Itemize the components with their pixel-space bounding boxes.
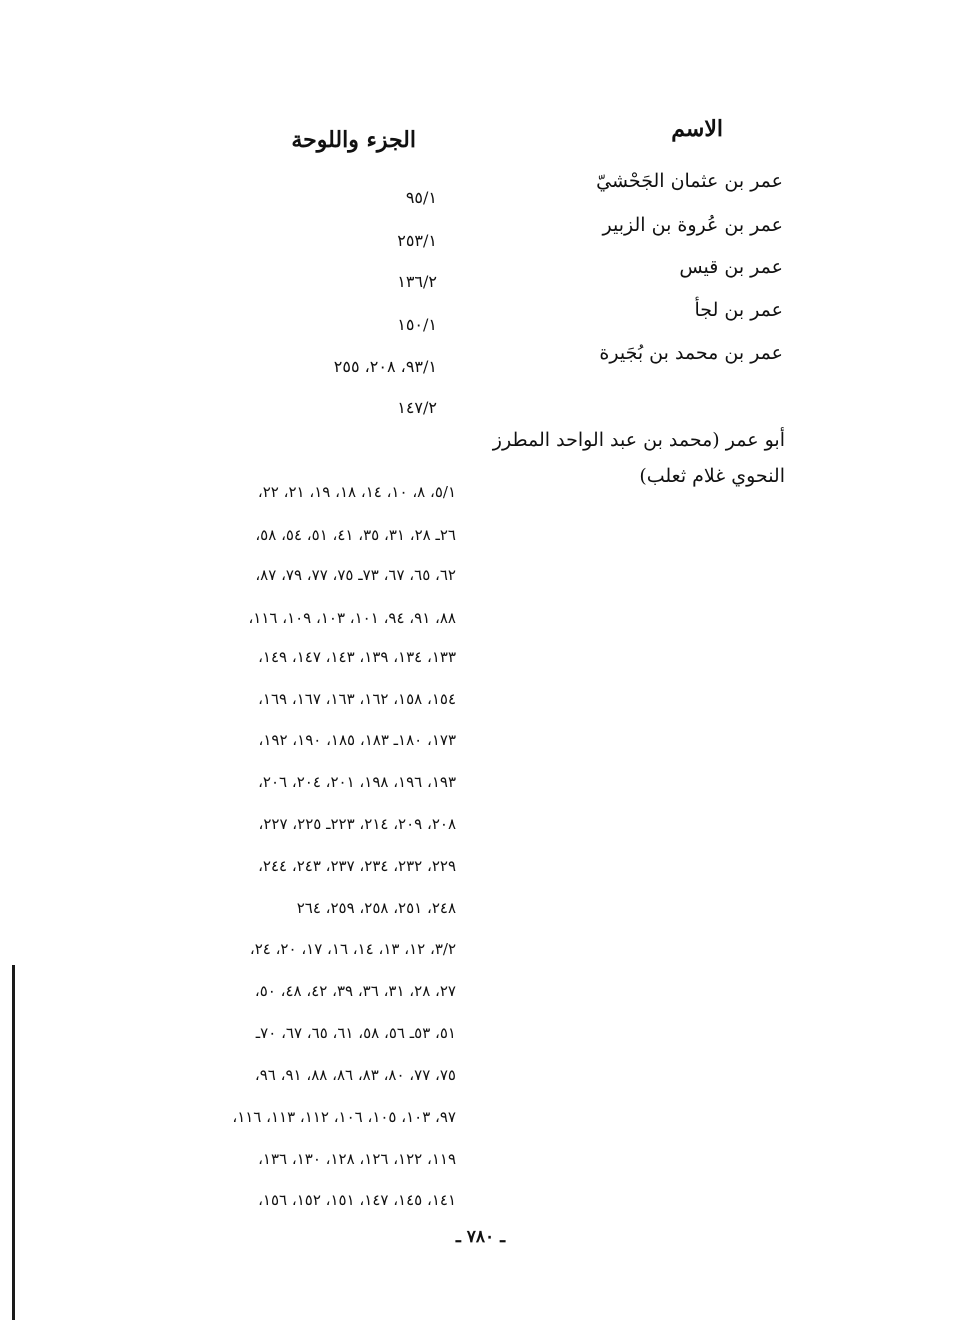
ref-line: ١١٩، ١٢٢، ١٢٦، ١٢٨، ١٣٠، ١٣٦،: [258, 1150, 456, 1168]
ref-line: ٢٤٨، ٢٥١، ٢٥٨، ٢٥٩، ٢٦٤: [296, 899, 456, 917]
ref-line: ١٧٣، ١٨٠ـ ١٨٣، ١٨٥، ١٩٠، ١٩٢،: [258, 731, 456, 749]
ref-line: ٦٢، ٦٥، ٦٧، ٧٣ـ ٧٥، ٧٧، ٧٩، ٨٧،: [255, 566, 456, 584]
ref-line: ٩٧، ١٠٣، ١٠٥، ١٠٦، ١١٢، ١١٣، ١١٦،: [232, 1108, 456, 1126]
ref-line: ٧٥، ٧٧، ٨٠، ٨٣، ٨٦، ٨٨، ٩١، ٩٦،: [254, 1066, 456, 1084]
entry-ref: ٩٥/١: [405, 188, 437, 207]
ref-line: ١٣٣، ١٣٤، ١٣٩، ١٤٣، ١٤٧، ١٤٩،: [258, 648, 456, 666]
entry-ref: ١٣٦/٢: [397, 272, 437, 291]
column-header-volume-plate: الجزء واللوحة: [291, 127, 416, 153]
entry-name: عمر بن قيس: [679, 256, 783, 278]
ref-line: ٣/٢، ١٢، ١٣، ١٤، ١٦، ١٧، ٢٠، ٢٤،: [249, 940, 456, 958]
ref-line: ١٩٣، ١٩٦، ١٩٨، ٢٠١، ٢٠٤، ٢٠٦،: [258, 773, 456, 791]
scan-edge-line: [12, 965, 15, 1320]
entry-ref: ١٤٧/٢: [397, 398, 437, 417]
ref-line: ٥١، ٥٣ـ ٥٦، ٥٨، ٦١، ٦٥، ٦٧، ٧٠ـ: [255, 1024, 456, 1042]
page-number: ـ ٧٨٠ ـ: [455, 1227, 506, 1247]
entry-ref: ٩٣/١، ٢٠٨، ٢٥٥: [333, 357, 437, 376]
entry-name: عمر بن محمد بن بُجَيرة: [599, 342, 783, 364]
ref-line: ٨٨، ٩١، ٩٤، ١٠١، ١٠٣، ١٠٩، ١١٦،: [248, 609, 456, 627]
ref-line: ٢٠٨، ٢٠٩، ٢١٤، ٢٢٣ـ ٢٢٥، ٢٢٧،: [258, 815, 456, 833]
entry-name: عمر بن لجأ: [694, 299, 783, 321]
column-header-name: الاسم: [671, 116, 723, 142]
ref-line: ٢٢٩، ٢٣٢، ٢٣٤، ٢٣٧، ٢٤٣، ٢٤٤،: [258, 857, 456, 875]
entry-ref: ١٥٠/١: [397, 315, 437, 334]
ref-line: ٥/١، ٨، ١٠، ١٤، ١٨، ١٩، ٢١، ٢٢،: [257, 483, 456, 501]
entry-name-abu-umar: أبو عمر (محمد بن عبد الواحد المطرز النحوي غلام ثعلب): [492, 429, 785, 487]
ref-line: ٢٦ـ ٢٨، ٣١، ٣٥، ٤١، ٥١، ٥٤، ٥٨،: [255, 526, 456, 544]
ref-line: ١٤١، ١٤٥، ١٤٧، ١٥١، ١٥٢، ١٥٦،: [258, 1191, 456, 1209]
entry-name: عمر بن عُروة بن الزبير: [602, 214, 783, 236]
ref-line: ٢٧، ٢٨، ٣١، ٣٦، ٣٩، ٤٢، ٤٨، ٥٠،: [254, 982, 456, 1000]
ref-line: ١٥٤، ١٥٨، ١٦٢، ١٦٣، ١٦٧، ١٦٩،: [258, 690, 456, 708]
entry-name: عمر بن عثمان الجَحْشيّ: [596, 170, 783, 192]
entry-ref: ٢٥٣/١: [397, 231, 437, 250]
